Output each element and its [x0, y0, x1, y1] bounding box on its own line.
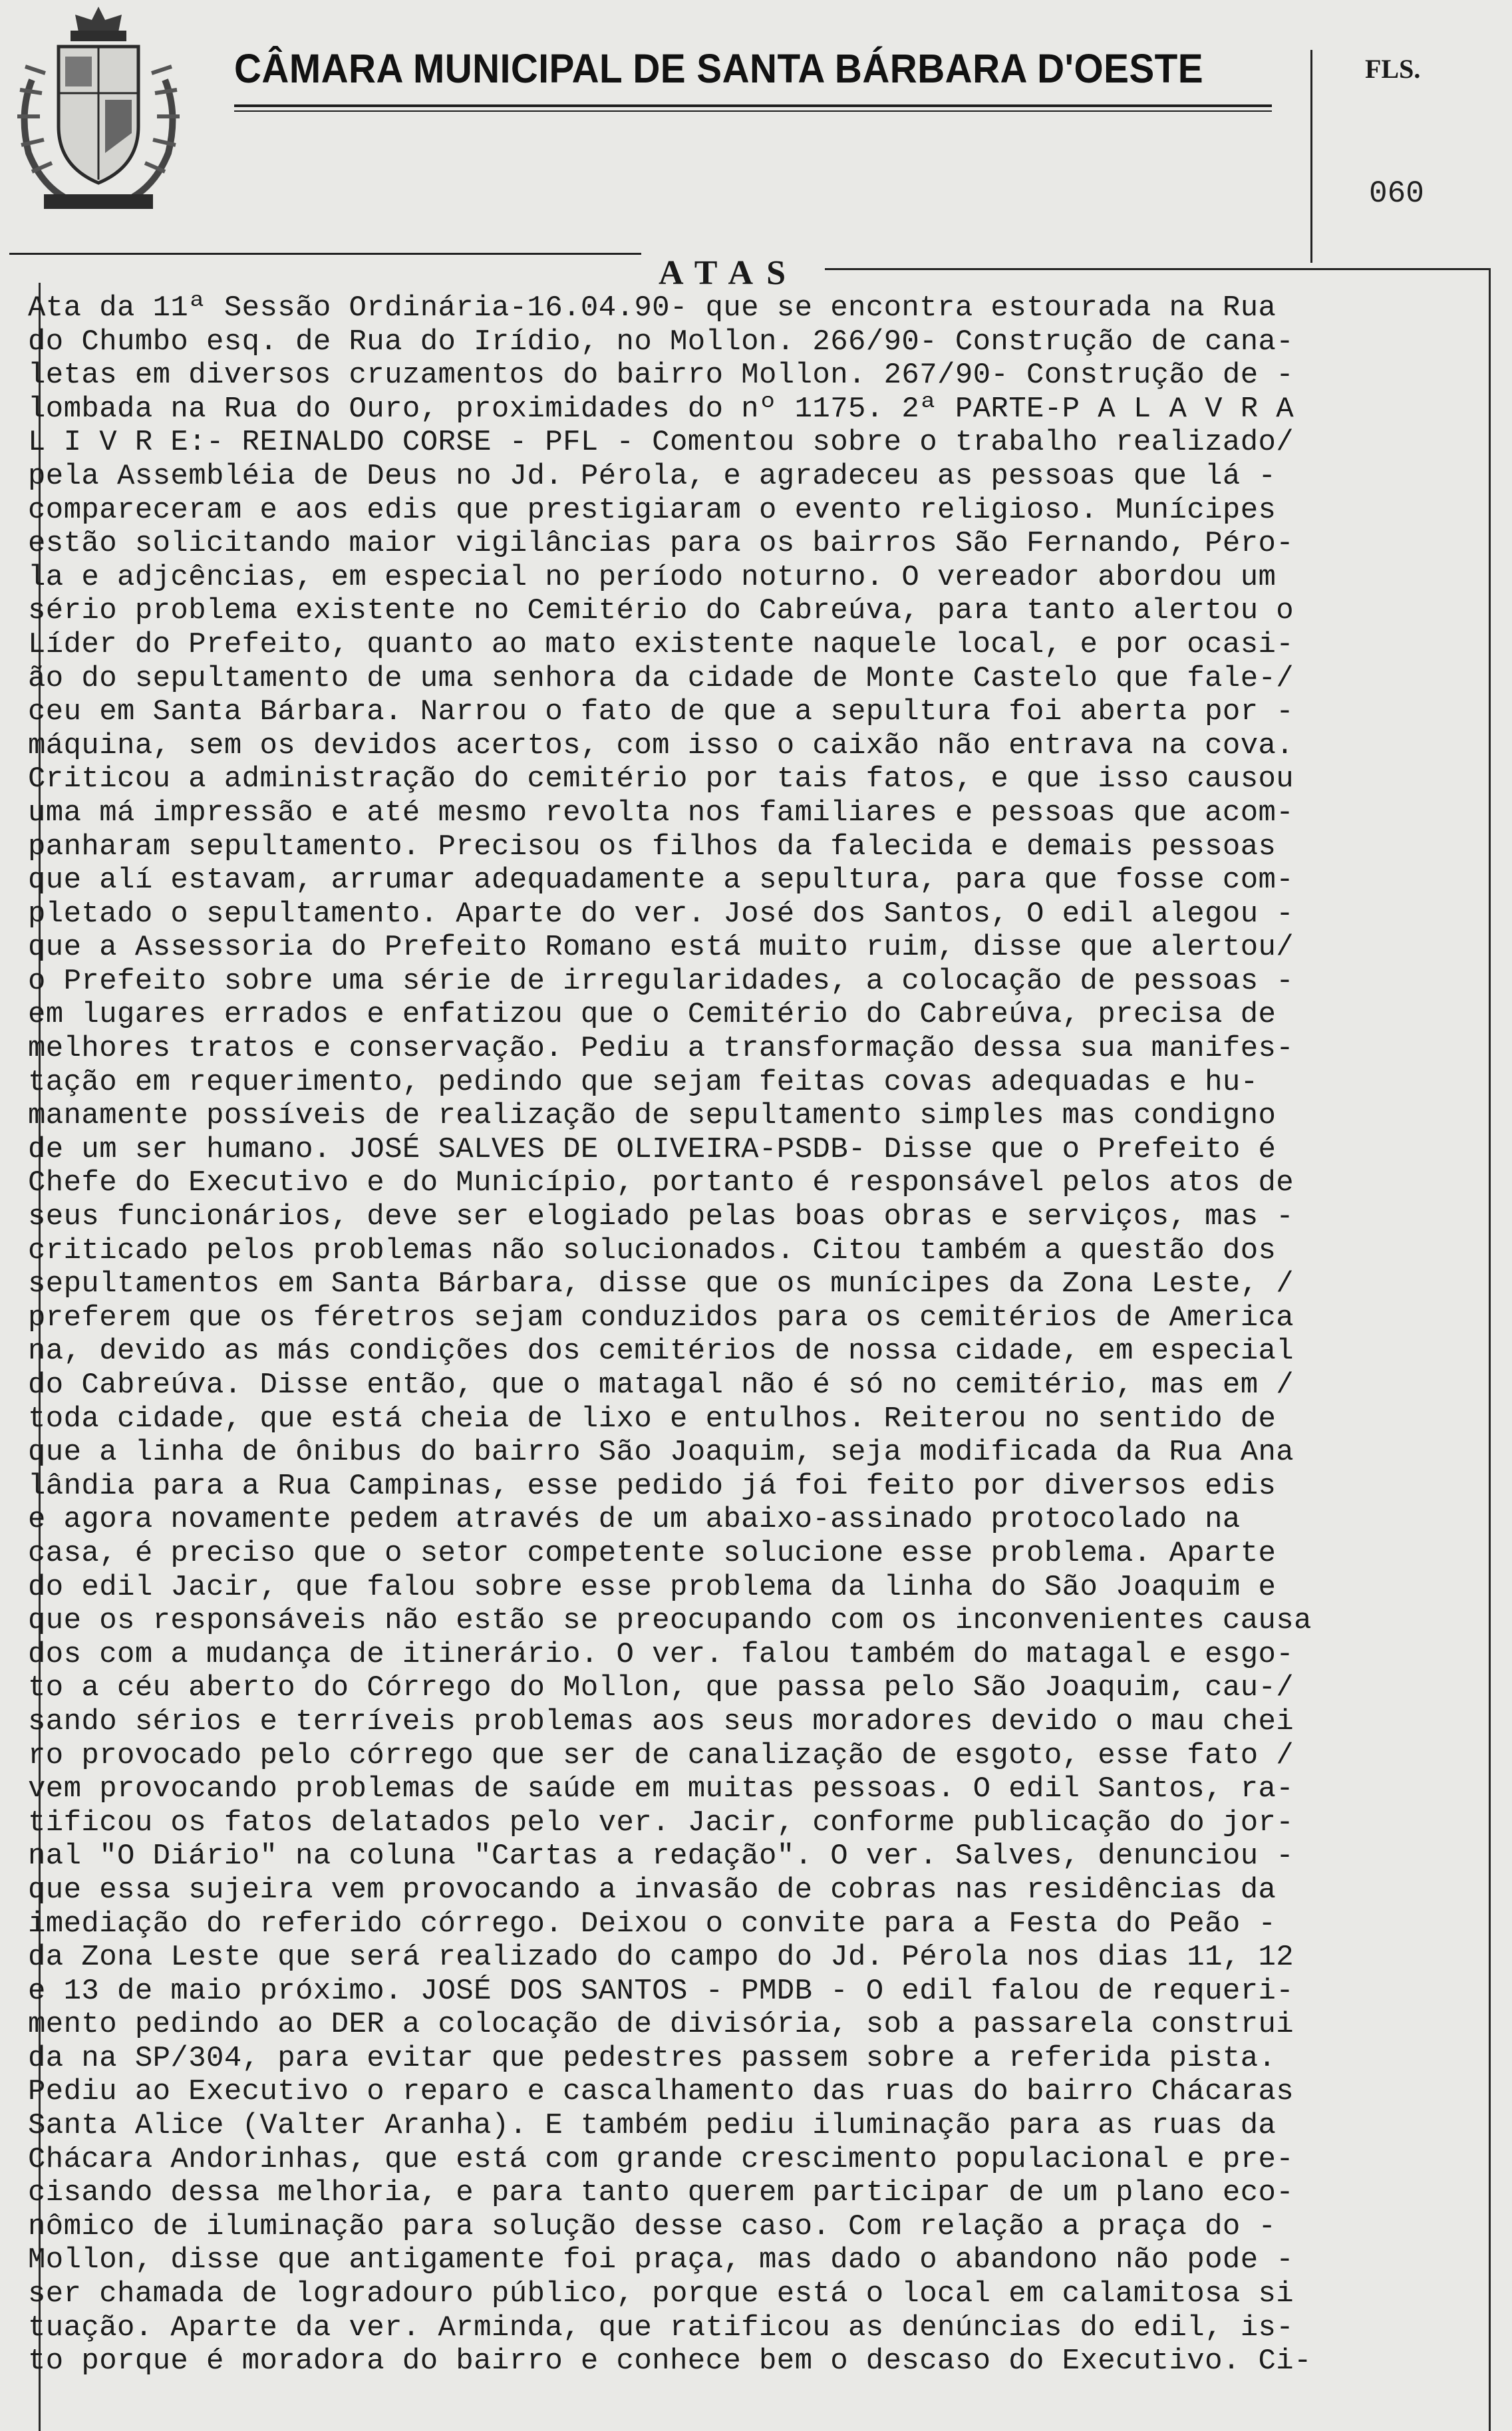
text-line: do Cabreúva. Disse então, que o matagal não é só no cemitério, mas em /: [28, 1369, 1294, 1402]
text-line: Líder do Prefeito, quanto ao mato existente naquele local, e por ocasi-: [28, 627, 1294, 661]
text-line: preferem que os féretros sejam conduzidos para os cemitérios de America: [28, 1301, 1294, 1335]
section-title: ATAS: [659, 254, 799, 292]
text-line: la e adjcências, em especial no período noturno. O vereador abordou um: [28, 560, 1277, 594]
institution-title: CÂMARA MUNICIPAL DE SANTA BÁRBARA D'OESTE: [234, 46, 1204, 91]
title-underline-thin: [234, 110, 1272, 112]
text-line: melhores tratos e conservação. Pediu a transformação dessa sua manifes-: [28, 1032, 1294, 1066]
text-line: na, devido as más condições dos cemitérios de nossa cidade, em especial: [28, 1335, 1294, 1369]
text-line: que alí estavam, arrumar adequadamente a sepultura, para que fosse com-: [28, 864, 1294, 897]
text-line: de um ser humano. JOSÉ SALVES DE OLIVEIRA-PSDB- Disse que o Prefeito é: [28, 1132, 1277, 1166]
text-line: Criticou a administração do cemitério por tais fatos, e que isso causou: [28, 762, 1294, 796]
fls-label: FLS.: [1365, 54, 1421, 84]
text-line: o Prefeito sobre uma série de irregularidades, a colocação de pessoas -: [28, 964, 1294, 998]
minutes-body: [28, 291, 1478, 2378]
text-line: que os responsáveis não estão se preocupando com os inconvenientes causa: [28, 1604, 1312, 1638]
text-line: Mollon, disse que antigamente foi praça, mas dado o abandono não pode -: [28, 2243, 1294, 2277]
text-line: e agora novamente pedem através de um abaixo-assinado protocolado na: [28, 1503, 1241, 1537]
text-line: mento pedindo ao DER a colocação de divisória, sob a passarela construi: [28, 2008, 1294, 2042]
text-line: lombada na Rua do Ouro, proximidades do nº 1175. 2ª PARTE-P A L A V R A: [28, 392, 1294, 426]
text-line: to porque é moradora do bairro e conhece bem o descaso do Executivo. Ci-: [28, 2345, 1312, 2378]
text-line: compareceram e aos edis que prestigiaram o evento religioso. Munícipes: [28, 493, 1277, 527]
text-line: em lugares errados e enfatizou que o Cemitério do Cabreúva, precisa de: [28, 998, 1277, 1032]
text-line: lândia para a Rua Campinas, esse pedido já foi feito por diversos edis: [28, 1469, 1277, 1503]
text-line: dos com a mudança de itinerário. O ver. falou também do matagal e esgo-: [28, 1637, 1294, 1671]
text-line: imediação do referido córrego. Deixou o convite para a Festa do Peão -: [28, 1907, 1277, 1941]
text-line: que a Assessoria do Prefeito Romano está muito ruim, disse que alertou/: [28, 931, 1294, 965]
text-line: ão do sepultamento de uma senhora da cidade de Monte Castelo que fale-/: [28, 661, 1294, 695]
frame-right-border: [1489, 268, 1491, 2431]
text-line: pletado o sepultamento. Aparte do ver. José dos Santos, O edil alegou -: [28, 897, 1294, 931]
text-line: estão solicitando maior vigilâncias para os bairros São Fernando, Péro-: [28, 527, 1294, 561]
text-line: máquina, sem os devidos acertos, com isso o caixão não entrava na cova.: [28, 729, 1294, 762]
text-line: tação em requerimento, pedindo que sejam feitas covas adequadas e hu-: [28, 1065, 1259, 1099]
text-line: Ata da 11ª Sessão Ordinária-16.04.90- que se encontra estourada na Rua: [28, 291, 1277, 325]
text-line: que a linha de ônibus do bairro São Joaquim, seja modificada da Rua Ana: [28, 1436, 1294, 1470]
text-line: e 13 de maio próximo. JOSÉ DOS SANTOS - PMDB - O edil falou de requeri-: [28, 1974, 1294, 2008]
text-line: toda cidade, que está cheia de lixo e entulhos. Reiterou no sentido de: [28, 1402, 1277, 1436]
text-line: tuação. Aparte da ver. Arminda, que ratificou as denúncias do edil, is-: [28, 2311, 1294, 2345]
text-line: Santa Alice (Valter Aranha). E também pediu iluminação para as ruas da: [28, 2109, 1277, 2143]
text-line: do edil Jacir, que falou sobre esse problema da linha do São Joaquim e: [28, 1570, 1277, 1604]
header-divider: [1310, 50, 1312, 263]
text-line: Chefe do Executivo e do Município, portanto é responsável pelos atos de: [28, 1166, 1294, 1200]
text-line: da na SP/304, para evitar que pedestres passem sobre a referida pista.: [28, 2041, 1277, 2075]
text-line: nômico de iluminação para solução desse caso. Com relação a praça do -: [28, 2209, 1277, 2243]
text-line: ceu em Santa Bárbara. Narrou o fato de que a sepultura foi aberta por -: [28, 695, 1294, 729]
text-line: casa, é preciso que o setor competente solucione esse problema. Aparte: [28, 1536, 1277, 1570]
text-line: to a céu aberto do Córrego do Mollon, que passa pelo São Joaquim, cau-/: [28, 1671, 1294, 1705]
text-line: criticado pelos problemas não solucionados. Citou também a questão dos: [28, 1233, 1277, 1267]
folio-number: 060: [1369, 176, 1424, 211]
municipal-crest-icon: [5, 0, 192, 220]
text-line: Pediu ao Executivo o reparo e cascalhamento das ruas do bairro Chácaras: [28, 2075, 1294, 2109]
text-line: uma má impressão e até mesmo revolta nos familiares e pessoas que acom-: [28, 796, 1294, 830]
section-rule-right: [825, 268, 1490, 270]
text-line: manamente possíveis de realização de sepultamento simples mas condigno: [28, 1099, 1277, 1133]
text-line: seus funcionários, deve ser elogiado pelas boas obras e serviços, mas -: [28, 1200, 1294, 1234]
text-line: do Chumbo esq. de Rua do Irídio, no Mollon. 266/90- Construção de cana-: [28, 325, 1294, 359]
text-line: que essa sujeira vem provocando a invasão de cobras nas residências da: [28, 1873, 1277, 1907]
section-rule-left: [9, 253, 641, 255]
text-line: sando sérios e terríveis problemas aos seus moradores devido o mau chei: [28, 1704, 1294, 1738]
title-underline: [234, 104, 1272, 107]
text-line: tificou os fatos delatados pelo ver. Jacir, conforme publicação do jor-: [28, 1806, 1294, 1840]
text-line: sepultamentos em Santa Bárbara, disse que os munícipes da Zona Leste, /: [28, 1267, 1294, 1301]
text-line: ser chamada de logradouro público, porque está o local em calamitosa si: [28, 2277, 1294, 2311]
text-line: L I V R E:- REINALDO CORSE - PFL - Comentou sobre o trabalho realizado/: [28, 426, 1294, 460]
text-line: nal "O Diário" na coluna "Cartas a redação". O ver. Salves, denunciou -: [28, 1840, 1294, 1873]
text-line: vem provocando problemas de saúde em muitas pessoas. O edil Santos, ra-: [28, 1772, 1294, 1806]
text-line: sério problema existente no Cemitério do Cabreúva, para tanto alertou o: [28, 594, 1294, 628]
text-line: ro provocado pelo córrego que ser de canalização de esgoto, esse fato /: [28, 1738, 1294, 1772]
text-line: panharam sepultamento. Precisou os filhos da falecida e demais pessoas: [28, 830, 1277, 864]
text-line: pela Assembléia de Deus no Jd. Pérola, e agradeceu as pessoas que lá -: [28, 459, 1277, 493]
text-line: cisando dessa melhoria, e para tanto querem participar de um plano eco-: [28, 2176, 1294, 2210]
text-line: Chácara Andorinhas, que está com grande crescimento populacional e pre-: [28, 2142, 1294, 2176]
text-line: da Zona Leste que será realizado do campo do Jd. Pérola nos dias 11, 12: [28, 1941, 1294, 1975]
text-line: letas em diversos cruzamentos do bairro Mollon. 267/90- Construção de -: [28, 359, 1294, 393]
